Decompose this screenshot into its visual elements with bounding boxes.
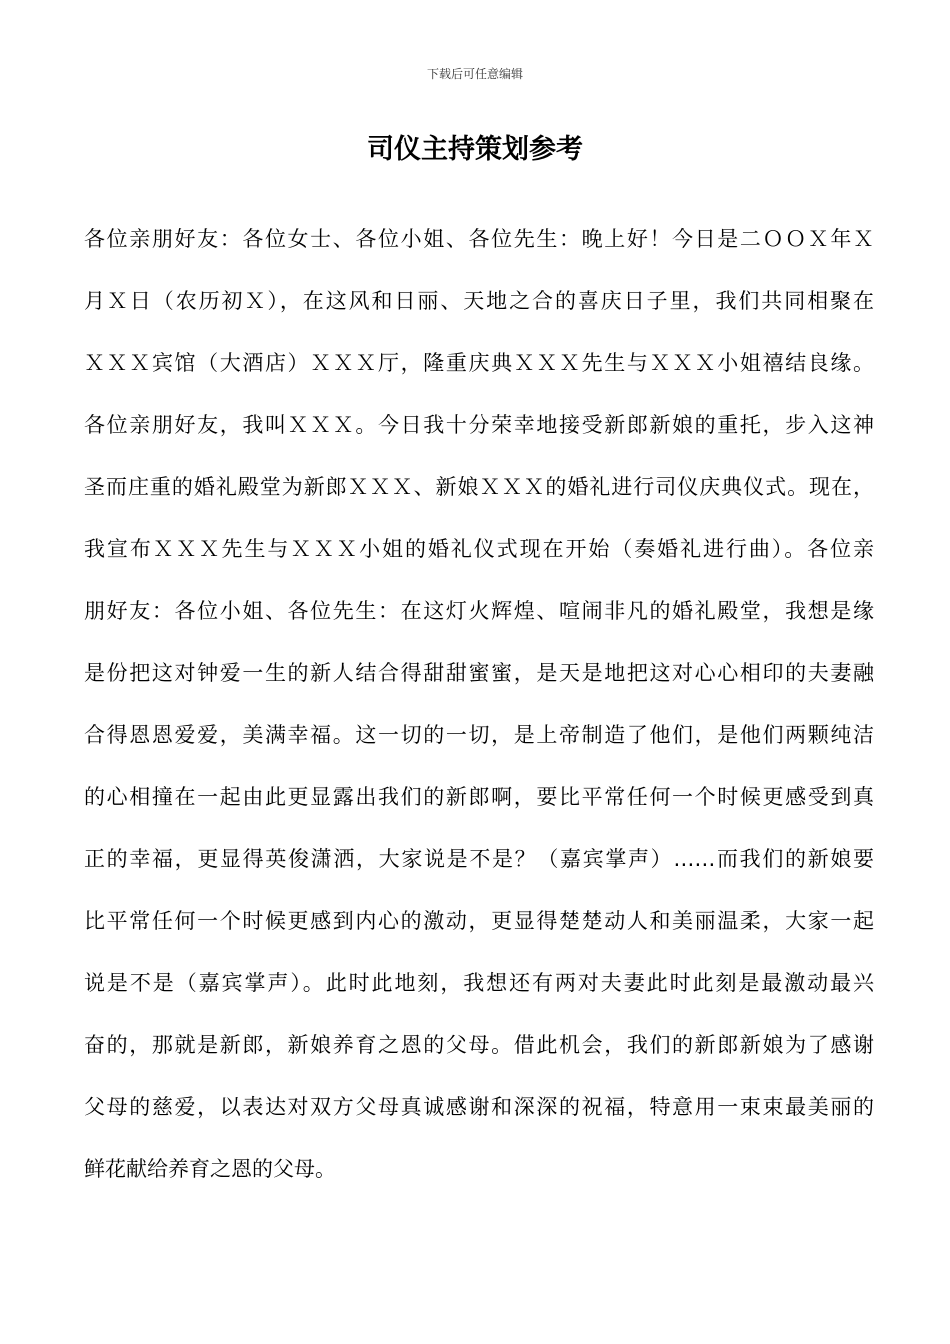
- text-line: 奋的，那就是新郎，新娘养育之恩的父母。借此机会，我们的新郎新娘为了感谢: [84, 1033, 874, 1057]
- text-line: 正的幸福，更显得英俊潇洒，大家说是不是？（嘉宾掌声）……而我们的新娘要: [84, 847, 874, 871]
- header-note: 下载后可任意编辑: [426, 67, 523, 81]
- text-line: 各位亲朋好友，我叫ＸＸＸ。今日我十分荣幸地接受新郎新娘的重托，步入这神: [84, 413, 874, 437]
- text-line: 月Ｘ日（农历初Ｘ），在这风和日丽、天地之合的喜庆日子里，我们共同相聚在: [84, 289, 874, 313]
- text-line: 我宣布ＸＸＸ先生与ＸＸＸ小姐的婚礼仪式现在开始（奏婚礼进行曲）。各位亲: [84, 537, 874, 561]
- text-line: 合得恩恩爱爱，美满幸福。这一切的一切，是上帝制造了他们，是他们两颗纯洁: [84, 723, 874, 747]
- text-line: 的心相撞在一起由此更显露出我们的新郎啊，要比平常任何一个时候更感受到真: [84, 785, 874, 809]
- text-line: 鲜花献给养育之恩的父母。: [84, 1157, 336, 1181]
- text-line: 比平常任何一个时候更感到内心的激动，更显得楚楚动人和美丽温柔，大家一起: [84, 909, 874, 933]
- text-line: 说是不是（嘉宾掌声）。此时此地刻，我想还有两对夫妻此时此刻是最激动最兴: [84, 971, 874, 995]
- page-title: 司仪主持策划参考: [367, 134, 583, 165]
- text-line: 父母的慈爱，以表达对双方父母真诚感谢和深深的祝福，特意用一束束最美丽的: [84, 1095, 874, 1119]
- text-line: 各位亲朋好友：各位女士、各位小姐、各位先生：晚上好！今日是二ＯＯＸ年Ｘ: [84, 227, 874, 251]
- text-line: 是份把这对钟爱一生的新人结合得甜甜蜜蜜，是天是地把这对心心相印的夫妻融: [84, 661, 874, 685]
- text-line: 圣而庄重的婚礼殿堂为新郎ＸＸＸ、新娘ＸＸＸ的婚礼进行司仪庆典仪式。现在，: [84, 475, 874, 499]
- text-line: 朋好友：各位小姐、各位先生：在这灯火辉煌、喧闹非凡的婚礼殿堂，我想是缘: [84, 599, 874, 623]
- body-text: [84, 208, 874, 1200]
- text-line: ＸＸＸ宾馆（大酒店）ＸＸＸ厅，隆重庆典ＸＸＸ先生与ＸＸＸ小姐禧结良缘。: [84, 351, 874, 375]
